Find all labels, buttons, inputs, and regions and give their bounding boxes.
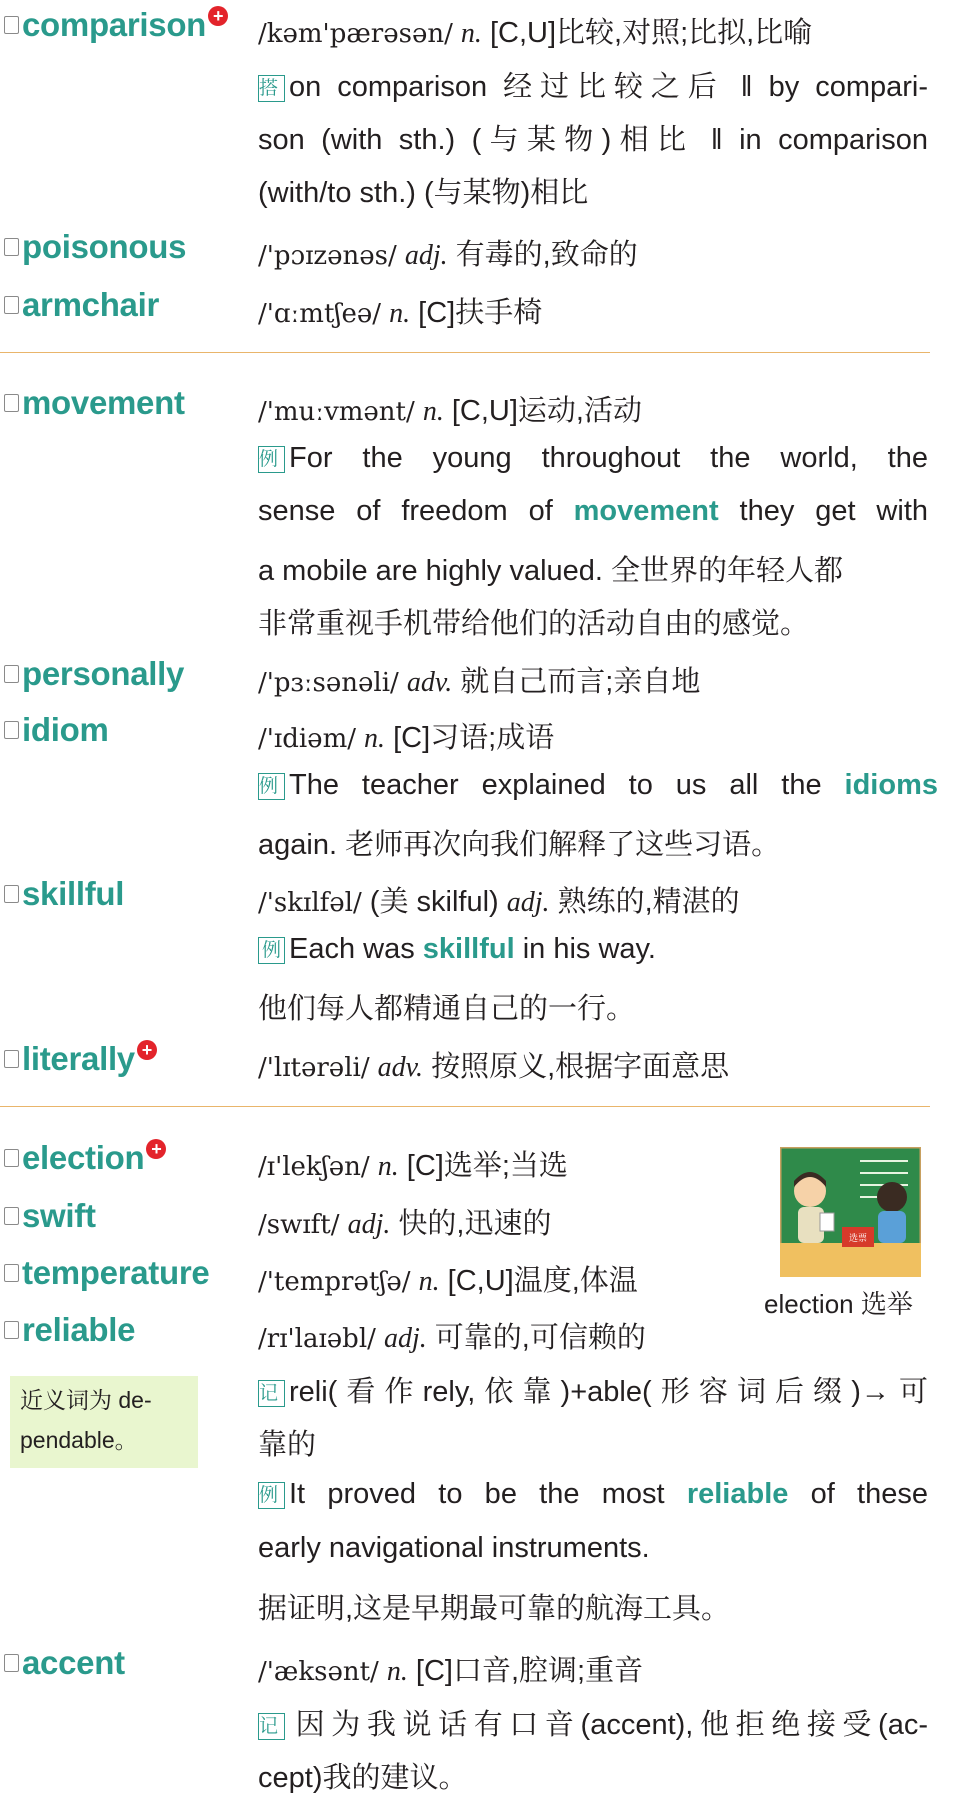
example-line: 他们每人都精通自己的一行。 — [258, 993, 636, 1025]
example-line: 例 For the young throughout the world, the — [259, 442, 928, 474]
definition-line: /'pɜːsənəli/ adv. 就自己而言;亲自地 — [258, 666, 701, 698]
checkbox-icon — [4, 1264, 19, 1282]
memory-line: 靠的 — [258, 1429, 317, 1461]
collocation-line: son (with sth.) (与某物)相比 ‖ in comparison — [258, 124, 928, 156]
desk — [780, 1243, 921, 1277]
headword-comparison: comparison + — [4, 6, 228, 44]
headword-accent: accent — [4, 1644, 125, 1682]
headword-literally: literally + — [4, 1040, 157, 1078]
example-line: sense of freedom of movement they get with — [258, 495, 929, 527]
example-line: a mobile are highly valued. 全世界的年轻人都 — [258, 555, 844, 587]
ballot-box-label: 选票 — [848, 1234, 868, 1244]
definition-line: /'ɑːmtʃeə/ n. [C]扶手椅 — [258, 297, 543, 329]
section-divider — [0, 1106, 930, 1107]
collocation-line: (with/to sth.) (与某物)相比 — [258, 177, 589, 209]
headword-movement: movement — [4, 384, 185, 422]
headword-swift: swift — [4, 1197, 96, 1235]
checkbox-icon — [4, 665, 19, 683]
example-line: early navigational instruments. — [258, 1532, 650, 1564]
example-tag-icon: 例 — [258, 937, 285, 964]
definition-line: /rɪ'laɪəbl/ adj. 可靠的,可信赖的 — [258, 1322, 646, 1354]
definition-line: /swɪft/ adj. 快的,迅速的 — [258, 1208, 552, 1240]
checkbox-icon — [4, 16, 19, 34]
election-illustration — [780, 1147, 921, 1277]
definition-line: /'pɔɪzənəs/ adj. 有毒的,致命的 — [258, 239, 638, 271]
definition-line: /'temprətʃə/ n. [C,U]温度,体温 — [258, 1265, 638, 1297]
synonym-note-line: pendable。 — [20, 1427, 138, 1453]
plus-icon: + — [146, 1139, 166, 1159]
checkbox-icon — [4, 1321, 19, 1339]
checkbox-icon — [4, 394, 19, 412]
checkbox-icon — [4, 1654, 19, 1672]
checkbox-icon — [4, 1050, 19, 1068]
headword-idiom: idiom — [4, 711, 109, 749]
example-line: 例 It proved to be the most reliable of these — [259, 1478, 928, 1510]
headword-election: election + — [4, 1139, 166, 1177]
checkbox-icon — [4, 721, 19, 739]
example-line: 非常重视手机带给他们的活动自由的感觉。 — [258, 608, 810, 640]
headword-skillful: skillful — [4, 875, 124, 913]
synonym-note-line: 近义词为 de- — [20, 1387, 152, 1413]
headword-armchair: armchair — [4, 286, 159, 324]
definition-line: /'æksənt/ n. [C]口音,腔调;重音 — [258, 1655, 644, 1687]
ballot-paper — [820, 1213, 834, 1231]
example-line: 据证明,这是早期最可靠的航海工具。 — [258, 1593, 731, 1625]
definition-line: /'muːvmənt/ n. [C,U]运动,活动 — [258, 395, 642, 427]
section-divider — [0, 352, 930, 353]
example-line: 例 Each was skillful in his way. — [258, 933, 656, 966]
example-tag-icon: 例 — [258, 773, 285, 800]
definition-line: /kəm'pærəsən/ n. [C,U]比较,对照;比拟,比喻 — [258, 17, 813, 49]
memory-line: 记 因为我说话有口音(accent),他拒绝接受(ac- — [259, 1709, 928, 1741]
definition-line: /ɪ'lekʃən/ n. [C]选举;当选 — [258, 1150, 568, 1182]
example-tag-icon: 例 — [258, 1482, 285, 1509]
memory-tag-icon: 记 — [258, 1380, 285, 1407]
teacher-head — [877, 1182, 907, 1212]
example-line: again. 老师再次向我们解释了这些习语。 — [258, 829, 781, 861]
illustration-caption: election 选举 — [764, 1289, 913, 1319]
definition-line: /'skɪlfəl/ (美 skilful) adj. 熟练的,精湛的 — [258, 886, 740, 918]
headword-temperature: temperature — [4, 1254, 209, 1292]
checkbox-icon — [4, 1207, 19, 1225]
plus-icon: + — [137, 1040, 157, 1060]
example-tag-icon: 例 — [258, 446, 285, 473]
example-line: 例 The teacher explained to us all the idioms — [259, 769, 938, 801]
collocation-line: 搭 on comparison 经过比较之后 ‖ by compari- — [259, 71, 928, 103]
synonym-note — [10, 1376, 198, 1468]
plus-icon: + — [208, 6, 228, 26]
teacher-body — [878, 1211, 906, 1243]
memory-line: cept)我的建议。 — [258, 1762, 468, 1794]
checkbox-icon — [4, 1149, 19, 1167]
headword-reliable: reliable — [4, 1311, 135, 1349]
checkbox-icon — [4, 885, 19, 903]
checkbox-icon — [4, 296, 19, 314]
checkbox-icon — [4, 238, 19, 256]
headword-personally: personally — [4, 655, 184, 693]
collocation-tag-icon: 搭 — [258, 75, 285, 102]
definition-line: /'ɪdiəm/ n. [C]习语;成语 — [258, 722, 555, 754]
headword-poisonous: poisonous — [4, 228, 186, 266]
definition-line: /'lɪtərəli/ adv. 按照原义,根据字面意思 — [258, 1051, 730, 1083]
memory-tag-icon: 记 — [258, 1713, 285, 1740]
memory-line: 记 reli(看作rely,依靠)+able(形容词后缀)→可 — [259, 1376, 928, 1408]
